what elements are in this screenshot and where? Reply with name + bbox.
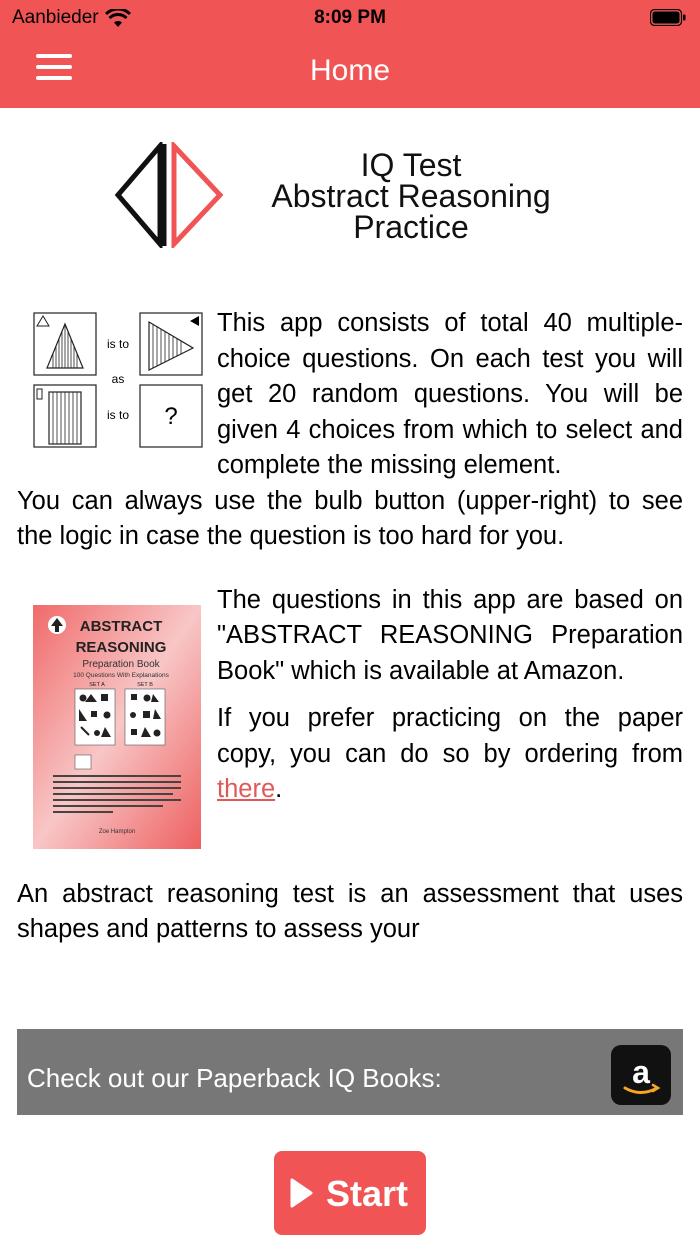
book-set-b: SET B	[137, 681, 153, 688]
status-time: 8:09 PM	[314, 7, 386, 28]
start-button[interactable]	[274, 1151, 426, 1235]
description-content	[17, 306, 683, 1018]
page-title: Home	[309, 54, 391, 87]
amazon-icon[interactable]	[611, 1045, 671, 1105]
is-to-label-1: is to	[106, 337, 130, 351]
order-end: .	[275, 775, 283, 803]
app-logo-icon	[114, 142, 226, 248]
top-bar	[0, 0, 700, 108]
nav-bar	[0, 36, 700, 108]
paperback-banner[interactable]	[17, 1029, 683, 1115]
battery-icon	[650, 9, 686, 26]
svg-text:a: a	[632, 1054, 650, 1090]
logo-line-1: IQ Test	[360, 147, 462, 183]
book-author: Zoe Hampton	[98, 828, 136, 835]
book-title-1: ABSTRACT	[79, 617, 163, 635]
logo-text	[236, 147, 586, 245]
bulb-paragraph: You can always use the bulb button (upper-right) to see the logic in case the question is too hard for you.	[17, 486, 683, 550]
intro-paragraph: This app consists of total 40 multiple-choice questions. On each test you will get 20 random questions. You will be given 4 choices from which to select and complete the missing element.	[217, 309, 683, 479]
as-label: as	[111, 372, 125, 386]
start-label: Start	[326, 1173, 409, 1214]
is-to-label-2: is to	[106, 408, 130, 422]
play-icon	[288, 1177, 314, 1209]
analogy-figure	[33, 312, 203, 448]
order-text: If you prefer practicing on the paper copy, you can do so by ordering from	[217, 704, 683, 768]
question-mark: ?	[164, 403, 178, 430]
book-tagline: 100 Questions With Explanations	[73, 671, 169, 679]
book-subtitle: Preparation Book	[82, 658, 160, 670]
status-bar	[0, 0, 700, 36]
carrier-label: Aanbieder	[12, 7, 99, 28]
abstract-paragraph: An abstract reasoning test is an assessment that uses shapes and patterns to assess your	[17, 879, 683, 943]
logo-line-3: Practice	[353, 209, 469, 245]
book-cover-image	[33, 605, 201, 849]
banner-text: Check out our Paperback IQ Books:	[27, 1063, 442, 1093]
book-set-a: SET A	[89, 681, 105, 688]
order-link[interactable]: there	[217, 775, 276, 803]
book-paragraph: The questions in this app are based on "ABSTRACT REASONING Preparation Book" which is available at Amazon.	[217, 585, 683, 685]
logo-line-2: Abstract Reasoning	[271, 178, 551, 214]
book-title-2: REASONING	[75, 638, 167, 656]
